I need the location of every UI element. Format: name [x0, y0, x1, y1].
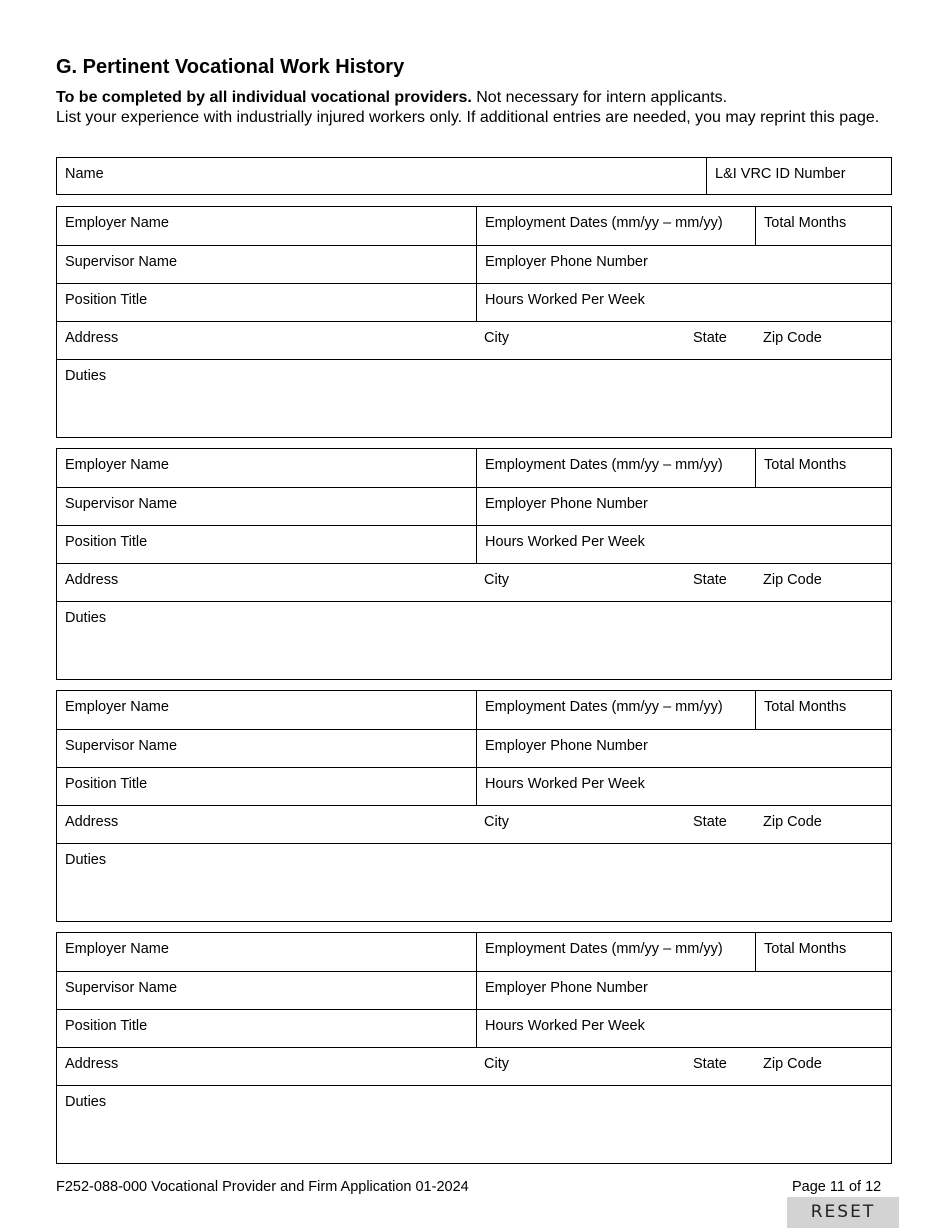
- position-title-field[interactable]: [57, 526, 476, 564]
- employment-dates-label: Employment Dates (mm/yy – mm/yy): [485, 215, 723, 231]
- hours-per-week-label: Hours Worked Per Week: [485, 534, 645, 550]
- hours-per-week-field[interactable]: [476, 284, 891, 322]
- position-title-field[interactable]: [57, 284, 476, 322]
- employment-entry-3: [56, 690, 892, 922]
- city-field[interactable]: [476, 564, 685, 602]
- form-id: F252-088-000 Vocational Provider and Firm Application 01-2024: [56, 1179, 469, 1195]
- employer-phone-field[interactable]: [476, 730, 891, 768]
- employer-name-label: Employer Name: [65, 699, 169, 715]
- reset-button[interactable]: RESET: [787, 1197, 899, 1228]
- employment-entry-4: [56, 932, 892, 1164]
- total-months-label: Total Months: [764, 941, 847, 957]
- employment-dates-field[interactable]: [476, 691, 755, 729]
- duties-label: Duties: [65, 368, 107, 384]
- total-months-field[interactable]: [755, 449, 891, 487]
- supervisor-name-field[interactable]: [57, 488, 476, 526]
- employer-name-field[interactable]: [57, 933, 476, 971]
- section-intro: [56, 88, 896, 128]
- employment-dates-field[interactable]: [476, 449, 755, 487]
- duties-field[interactable]: [57, 844, 891, 922]
- instructions: List your experience with industrially injured workers only. If additional entries are needed, you may reprint this page.: [56, 109, 880, 126]
- zip-code-label: Zip Code: [763, 814, 822, 830]
- state-field[interactable]: [685, 1048, 755, 1086]
- employment-dates-label: Employment Dates (mm/yy – mm/yy): [485, 699, 723, 715]
- zip-code-field[interactable]: [755, 806, 891, 844]
- employer-name-field[interactable]: [57, 449, 476, 487]
- city-field[interactable]: [476, 322, 685, 360]
- total-months-field[interactable]: [755, 691, 891, 729]
- zip-code-label: Zip Code: [763, 572, 822, 588]
- employer-name-field[interactable]: [57, 207, 476, 245]
- position-title-label: Position Title: [65, 534, 148, 550]
- employment-dates-label: Employment Dates (mm/yy – mm/yy): [485, 457, 723, 473]
- address-label: Address: [65, 1056, 119, 1072]
- zip-code-label: Zip Code: [763, 1056, 822, 1072]
- supervisor-name-label: Supervisor Name: [65, 738, 178, 754]
- hours-per-week-label: Hours Worked Per Week: [485, 1018, 645, 1034]
- hours-per-week-label: Hours Worked Per Week: [485, 292, 645, 308]
- hours-per-week-label: Hours Worked Per Week: [485, 776, 645, 792]
- duties-field[interactable]: [57, 602, 891, 680]
- zip-code-field[interactable]: [755, 564, 891, 602]
- employer-phone-label: Employer Phone Number: [485, 496, 648, 512]
- page-number: Page 11 of 12: [792, 1179, 882, 1195]
- address-field[interactable]: [57, 322, 476, 360]
- total-months-label: Total Months: [764, 699, 847, 715]
- hours-per-week-field[interactable]: [476, 1010, 891, 1048]
- position-title-label: Position Title: [65, 292, 148, 308]
- employment-dates-field[interactable]: [476, 933, 755, 971]
- state-field[interactable]: [685, 322, 755, 360]
- employment-dates-field[interactable]: [476, 207, 755, 245]
- id-number-label: L&I VRC ID Number: [715, 166, 846, 182]
- position-title-label: Position Title: [65, 776, 148, 792]
- hours-per-week-field[interactable]: [476, 526, 891, 564]
- address-field[interactable]: [57, 564, 476, 602]
- section-title: G. Pertinent Vocational Work History: [56, 56, 405, 78]
- name-field[interactable]: [57, 158, 706, 194]
- employer-phone-label: Employer Phone Number: [485, 980, 648, 996]
- state-field[interactable]: [685, 806, 755, 844]
- employer-name-label: Employer Name: [65, 215, 169, 231]
- employer-name-field[interactable]: [57, 691, 476, 729]
- position-title-field[interactable]: [57, 1010, 476, 1048]
- employer-phone-field[interactable]: [476, 972, 891, 1010]
- zip-code-field[interactable]: [755, 322, 891, 360]
- duties-label: Duties: [65, 610, 107, 626]
- name-label: Name: [65, 166, 104, 182]
- employer-phone-field[interactable]: [476, 488, 891, 526]
- total-months-label: Total Months: [764, 215, 847, 231]
- zip-code-field[interactable]: [755, 1048, 891, 1086]
- city-label: City: [484, 814, 509, 830]
- intro-bold: To be completed by all individual vocational providers.: [56, 89, 472, 106]
- employer-phone-label: Employer Phone Number: [485, 738, 648, 754]
- duties-field[interactable]: [57, 360, 891, 438]
- state-label: State: [693, 1056, 727, 1072]
- duties-field[interactable]: [57, 1086, 891, 1164]
- hours-per-week-field[interactable]: [476, 768, 891, 806]
- employment-dates-label: Employment Dates (mm/yy – mm/yy): [485, 941, 723, 957]
- supervisor-name-field[interactable]: [57, 972, 476, 1010]
- employer-name-label: Employer Name: [65, 941, 169, 957]
- state-field[interactable]: [685, 564, 755, 602]
- name-box: [56, 157, 892, 195]
- duties-label: Duties: [65, 852, 107, 868]
- address-label: Address: [65, 330, 119, 346]
- duties-label: Duties: [65, 1094, 107, 1110]
- supervisor-name-label: Supervisor Name: [65, 496, 178, 512]
- state-label: State: [693, 572, 727, 588]
- supervisor-name-field[interactable]: [57, 730, 476, 768]
- position-title-field[interactable]: [57, 768, 476, 806]
- city-field[interactable]: [476, 806, 685, 844]
- employer-name-label: Employer Name: [65, 457, 169, 473]
- address-label: Address: [65, 572, 119, 588]
- intro-normal: Not necessary for intern applicants.: [471, 89, 728, 106]
- employment-entry-1: [56, 206, 892, 438]
- id-number-field[interactable]: [706, 158, 891, 194]
- total-months-field[interactable]: [755, 933, 891, 971]
- supervisor-name-field[interactable]: [57, 246, 476, 284]
- zip-code-label: Zip Code: [763, 330, 822, 346]
- city-label: City: [484, 330, 509, 346]
- employer-phone-field[interactable]: [476, 246, 891, 284]
- address-field[interactable]: [57, 806, 476, 844]
- address-label: Address: [65, 814, 119, 830]
- address-field[interactable]: [57, 1048, 476, 1086]
- employer-phone-label: Employer Phone Number: [485, 254, 648, 270]
- intro-line: [56, 88, 896, 108]
- state-label: State: [693, 814, 727, 830]
- position-title-label: Position Title: [65, 1018, 148, 1034]
- state-label: State: [693, 330, 727, 346]
- total-months-field[interactable]: [755, 207, 891, 245]
- supervisor-name-label: Supervisor Name: [65, 980, 178, 996]
- employment-entry-2: [56, 448, 892, 680]
- city-label: City: [484, 1056, 509, 1072]
- total-months-label: Total Months: [764, 457, 847, 473]
- supervisor-name-label: Supervisor Name: [65, 254, 178, 270]
- city-field[interactable]: [476, 1048, 685, 1086]
- city-label: City: [484, 572, 509, 588]
